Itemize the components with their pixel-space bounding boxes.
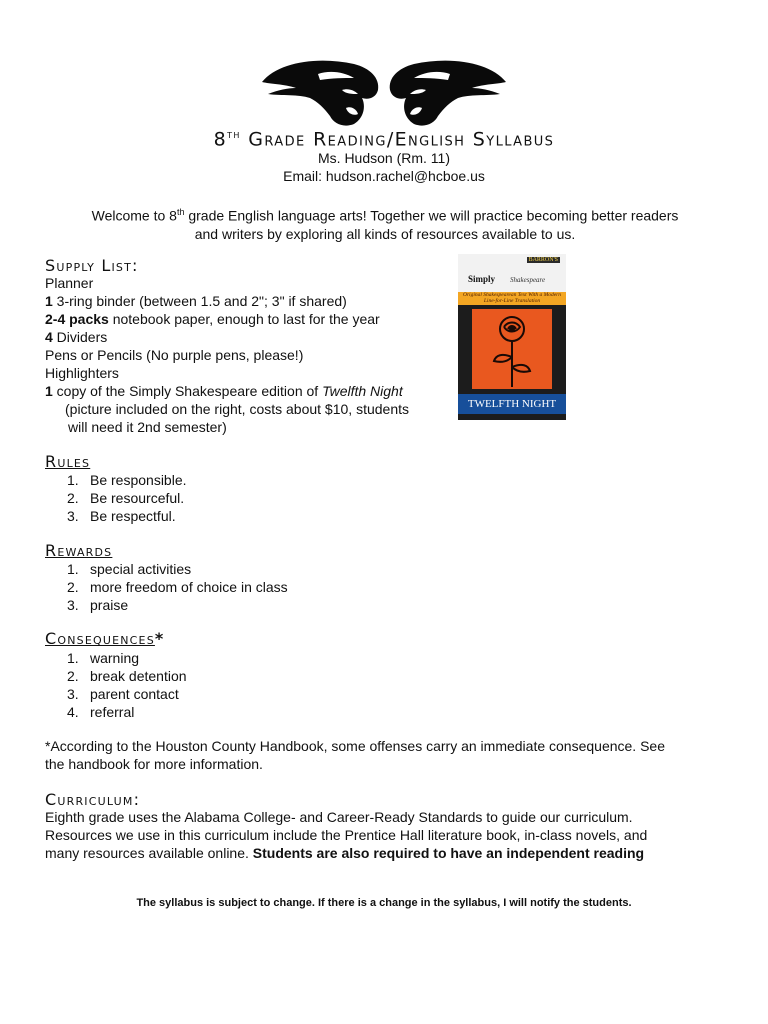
supply-list xyxy=(45,274,409,436)
panther-logo-icon xyxy=(258,52,510,128)
list-item: 2. break detention xyxy=(67,668,187,684)
handbook-note: *According to the Houston County Handbook, some offenses carry an immediate consequence. See the handbook for more information. xyxy=(45,738,665,772)
footer-note: The syllabus is subject to change. If there is a change in the syllabus, I will notify the students. xyxy=(136,897,632,909)
curriculum-heading: Curriculum: xyxy=(45,790,141,809)
supply-list-heading: Supply List: xyxy=(45,256,139,275)
rose-icon xyxy=(472,309,552,389)
supply-note: will need it 2nd semester) xyxy=(68,419,227,435)
rewards-heading: Rewards xyxy=(45,541,113,560)
list-item: 2. more freedom of choice in class xyxy=(67,579,288,595)
list-item: 1. Be responsible. xyxy=(67,472,187,488)
rules-heading: Rules xyxy=(45,452,91,471)
list-item: 1. special activities xyxy=(67,561,192,577)
welcome-paragraph: Welcome to 8th grade English language arts! Together we will practice becoming better readers and writers by exploring all kinds of resources available to us. xyxy=(91,207,679,242)
list-item: 2. Be resourceful. xyxy=(67,490,185,506)
list-item: 3. parent contact xyxy=(67,686,179,702)
list-item: 4. referral xyxy=(67,704,135,720)
teacher-name: Ms. Hudson (Rm. 11) xyxy=(318,150,450,166)
supply-item: Pens or Pencils (No purple pens, please!) xyxy=(45,347,304,363)
supply-item: Planner xyxy=(45,275,94,291)
page-title: 8th Grade Reading/English Syllabus xyxy=(213,128,555,151)
list-item: 1. warning xyxy=(67,650,140,666)
list-item: 3. praise xyxy=(67,597,129,613)
book-cover-image xyxy=(458,254,566,420)
curriculum-paragraph: Eighth grade uses the Alabama College- and Career-Ready Standards to guide our curriculum. Resources we use in this curriculum include the Prentice Hall literature book, in-class novels, and many resources available online. Students are also required to have an independent reading xyxy=(45,809,648,861)
consequences-heading: Consequences* xyxy=(45,629,165,648)
list-item: 3. Be respectful. xyxy=(67,508,176,524)
rewards-list xyxy=(67,560,288,614)
cover-band: Original Shakespearean Text With a Modern Line-for-Line Translation xyxy=(458,292,566,305)
supply-item: 2-4 packs notebook paper, enough to last for the year xyxy=(45,311,380,327)
supply-note: (picture included on the right, costs about $10, students xyxy=(65,401,409,417)
supply-item: Highlighters xyxy=(45,365,119,381)
series-label: Simply xyxy=(468,274,496,284)
rules-list xyxy=(67,471,187,525)
series-label: Shakespeare xyxy=(510,276,546,284)
publisher-label: BARRON'S xyxy=(528,257,558,263)
teacher-email: Email: hudson.rachel@hcboe.us xyxy=(283,168,485,184)
consequences-list xyxy=(67,649,187,721)
supply-item: 4 Dividers xyxy=(45,329,108,345)
supply-item: 1 3-ring binder (between 1.5 and 2"; 3" if shared) xyxy=(45,293,347,309)
book-title: TWELFTH NIGHT xyxy=(458,394,566,414)
supply-item: 1 copy of the Simply Shakespeare edition of Twelfth Night xyxy=(45,383,403,399)
